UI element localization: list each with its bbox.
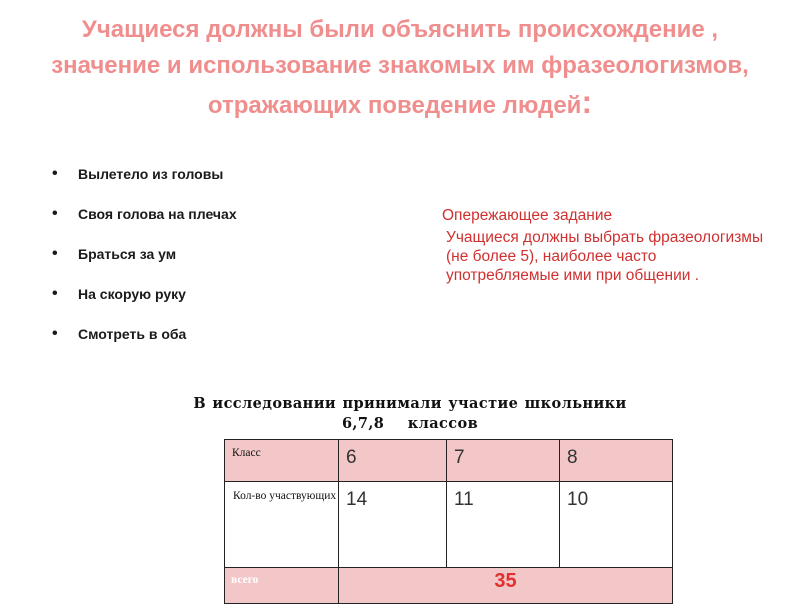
table-row xyxy=(225,482,673,568)
class-label-cell: Класс xyxy=(225,440,339,482)
advance-task-heading: Опережающее задание xyxy=(442,207,613,224)
list-item: • Браться за ум xyxy=(52,244,237,284)
phraseology-list xyxy=(52,164,237,364)
count-7-cell: 11 xyxy=(447,482,560,568)
slide-title-text: Учащиеся должны были объяснить происхождение , значение и использование знакомых им фразеологизмов, отражающих поведение людей xyxy=(51,16,749,119)
slide-title-colon: : xyxy=(581,84,593,120)
list-item: • Своя голова на плечах xyxy=(52,204,237,244)
study-caption xyxy=(100,394,720,434)
list-item: • Смотреть в оба xyxy=(52,324,237,364)
class-8-cell: 8 xyxy=(560,440,673,482)
class-7-cell: 7 xyxy=(447,440,560,482)
total-label-cell: всего xyxy=(225,568,339,604)
list-item: • На скорую руку xyxy=(52,284,237,324)
count-label-cell: Кол-во участвующих xyxy=(225,482,339,568)
class-6-cell: 6 xyxy=(339,440,447,482)
total-value-cell: 35 xyxy=(339,568,673,604)
study-caption-line2: 6,7,8 классов xyxy=(341,415,479,432)
study-caption-line1: В исследовании принимали участие школьники xyxy=(193,395,627,412)
advance-task-text: Учащиеся должны выбрать фразеологизмы (не более 5), наиболее часто употребляемые ими при общении . xyxy=(446,229,764,284)
participants-table xyxy=(224,439,673,604)
table-row xyxy=(225,568,673,604)
count-8-cell: 10 xyxy=(560,482,673,568)
count-6-cell: 14 xyxy=(339,482,447,568)
slide-title xyxy=(30,12,770,124)
list-item: • Вылетело из головы xyxy=(52,164,237,204)
table-row xyxy=(225,440,673,482)
